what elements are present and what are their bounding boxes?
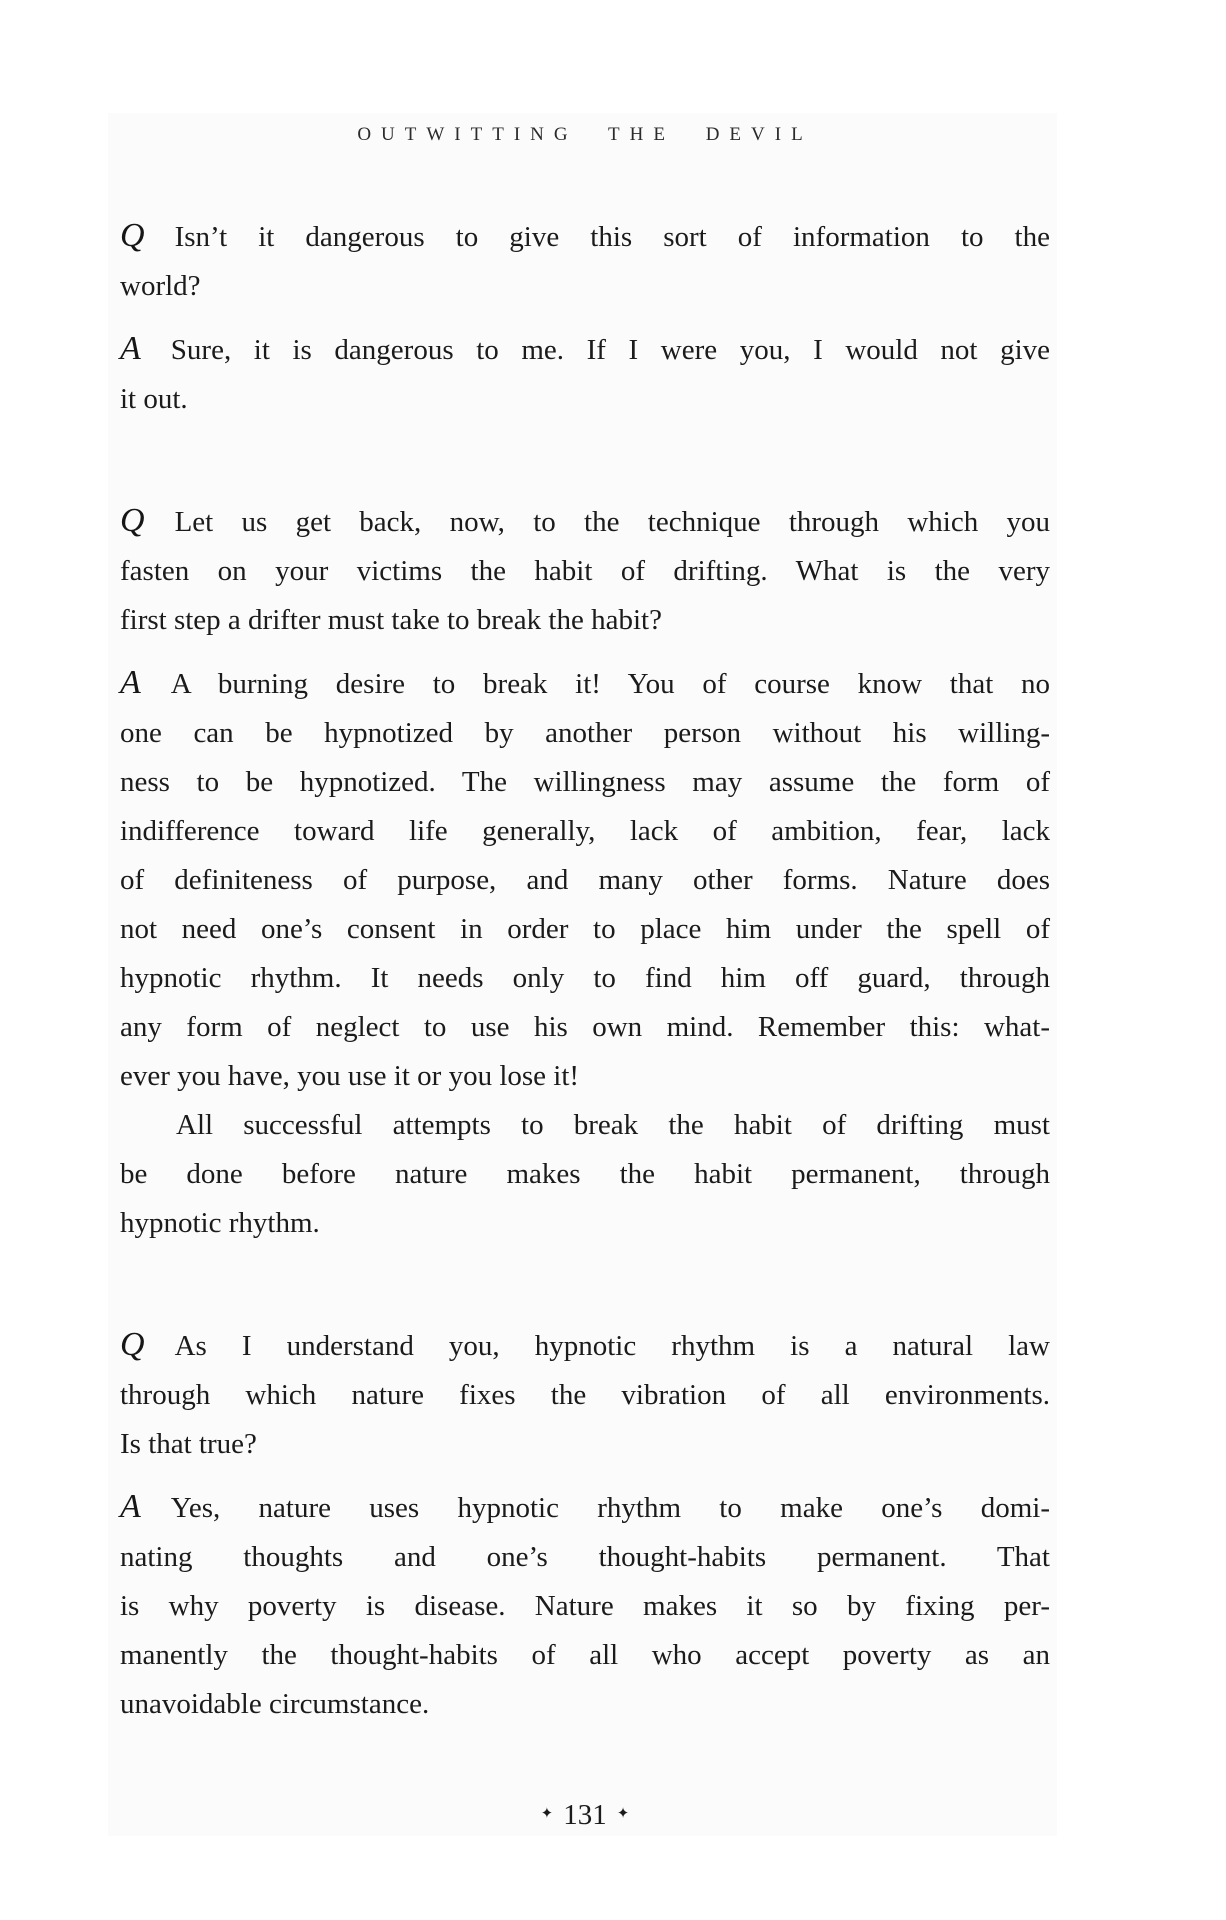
text-line: ness to be hypnotized. The willingness may assume the form of <box>120 766 1050 798</box>
text-line: Q Let us get back, now, to the technique through which you <box>120 502 1050 539</box>
qa-section <box>120 496 1050 1248</box>
page-footer <box>120 1799 1050 1832</box>
text-line: one can be hypnotized by another person without his willing- <box>120 717 1050 749</box>
qa-section <box>120 1320 1050 1729</box>
text-line: A Sure, it is dangerous to me. If I were you, I would not give <box>120 330 1050 367</box>
diamond-icon: ✦ <box>616 1806 630 1822</box>
text-line: A Yes, nature uses hypnotic rhythm to make one’s domi- <box>120 1488 1050 1525</box>
text-line: manently the thought-habits of all who accept poverty as an <box>120 1639 1050 1671</box>
text-line: All successful attempts to break the habit of drifting must <box>176 1109 1050 1141</box>
answer-paragraph <box>120 324 1050 424</box>
text-line: hypnotic rhythm. It needs only to find him off guard, through <box>120 962 1050 994</box>
text-line: not need one’s consent in order to place him under the spell of <box>120 913 1050 945</box>
page-scan <box>108 113 1057 1836</box>
text-line: unavoidable circumstance. <box>120 1688 430 1720</box>
page-number: 131 <box>563 1799 607 1831</box>
text-line: of definiteness of purpose, and many other forms. Nature does <box>120 864 1050 896</box>
question-paragraph <box>120 211 1050 311</box>
text-line: first step a drifter must take to break the habit? <box>120 604 662 636</box>
page-content <box>120 113 1050 1836</box>
question-marker: Q <box>120 1326 145 1363</box>
question-marker: Q <box>120 502 145 539</box>
text-line: Q As I understand you, hypnotic rhythm is a natural law <box>120 1326 1050 1363</box>
question-paragraph <box>120 496 1050 645</box>
qa-section <box>120 211 1050 424</box>
qa-sections <box>120 211 1050 1729</box>
text-line: fasten on your victims the habit of drifting. What is the very <box>120 555 1050 587</box>
question-paragraph <box>120 1320 1050 1469</box>
text-line: world? <box>120 270 201 302</box>
answer-marker: A <box>120 1488 141 1525</box>
answer-marker: A <box>120 664 141 701</box>
answer-marker: A <box>120 330 141 367</box>
text-line: hypnotic rhythm. <box>120 1207 320 1239</box>
question-marker: Q <box>120 217 145 254</box>
running-header: OUTWITTING THE DEVIL <box>357 124 813 145</box>
text-line: ever you have, you use it or you lose it! <box>120 1060 580 1092</box>
answer-paragraph <box>120 1482 1050 1729</box>
text-line: nating thoughts and one’s thought-habits permanent. That <box>120 1541 1050 1573</box>
text-line: through which nature fixes the vibration of all environments. <box>120 1379 1050 1411</box>
answer-paragraph <box>120 658 1050 1101</box>
text-line: Q Isn’t it dangerous to give this sort of information to the <box>120 217 1050 254</box>
text-line: indifference toward life generally, lack of ambition, fear, lack <box>120 815 1050 847</box>
text-line: be done before nature makes the habit permanent, through <box>120 1158 1050 1190</box>
text-line: any form of neglect to use his own mind. Remember this: what- <box>120 1011 1050 1043</box>
text-line: A A burning desire to break it! You of course know that no <box>120 664 1050 701</box>
text-line: Is that true? <box>120 1428 257 1460</box>
diamond-icon: ✦ <box>540 1806 554 1822</box>
body-paragraph <box>120 1101 1050 1248</box>
text-line: is why poverty is disease. Nature makes it so by fixing per- <box>120 1590 1050 1622</box>
text-line: it out. <box>120 383 188 415</box>
